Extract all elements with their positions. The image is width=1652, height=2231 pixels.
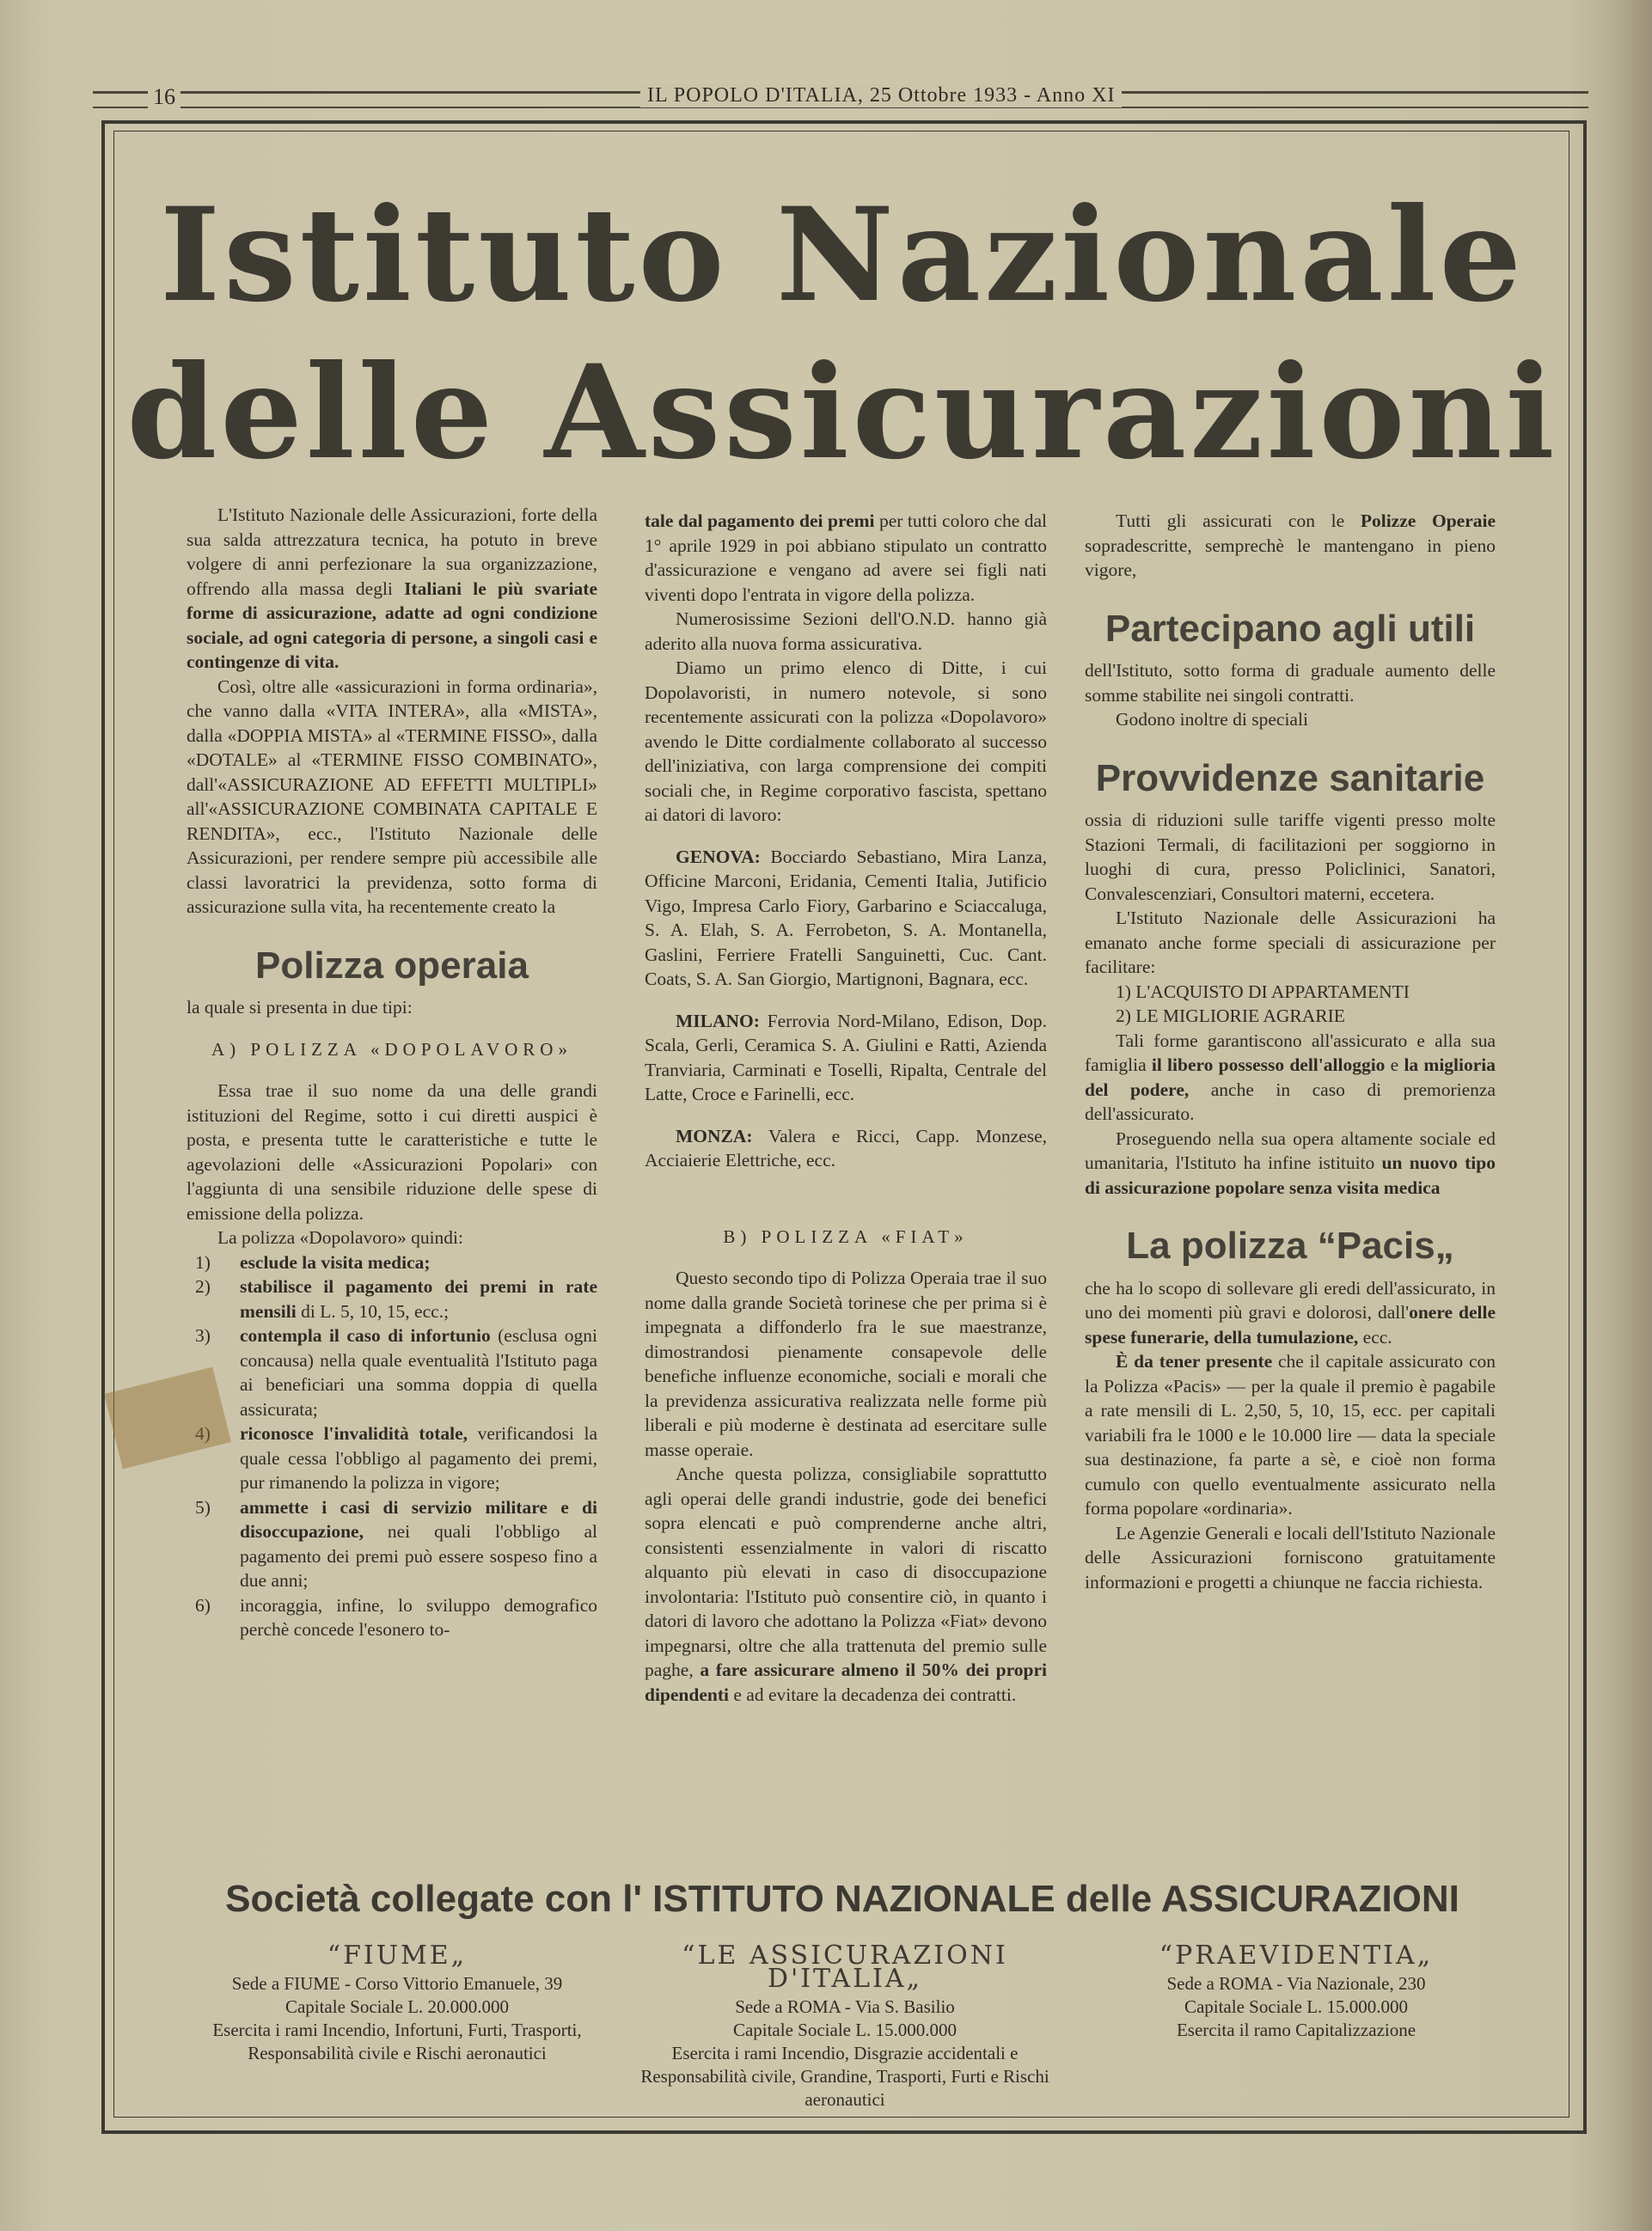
section-heading: Polizza operaia bbox=[255, 944, 529, 987]
list-item: 5) ammette i casi di servizio militare e di disoccupazione, nei quali l'obbligo al pagamento dei premi può essere sospeso fino a due anni; bbox=[195, 1496, 597, 1591]
list-item: 1) L'ACQUISTO DI APPARTAMENTI bbox=[1116, 981, 1410, 1002]
section-heading: La polizza “Pacis„ bbox=[1126, 1225, 1454, 1267]
paragraph: Godono inoltre di speciali bbox=[1116, 709, 1308, 730]
company-assicurazioni-italia bbox=[634, 1941, 1055, 2112]
paragraph: Diamo un primo elenco di Ditte, i cui Dopolavoristi, in numero notevole, si sono recentemente assicurati con la polizza «Dopolavoro» avendo le Ditte cordialmente collaborato al successo dell'iniziativa, con larga comprensione dei compiti sociali che, in Regime corporativo fascista, spettano ai datori di lavoro: bbox=[645, 657, 1047, 825]
list-item: 2) stabilisce il pagamento dei premi in rate mensili di L. 5, 10, 15, ecc.; bbox=[195, 1276, 597, 1322]
company-capital: Capitale Sociale L. 15.000.000 bbox=[732, 2020, 958, 2040]
column-1 bbox=[187, 503, 597, 1642]
company-branches: Esercita il ramo Capitalizzazione bbox=[1176, 2020, 1416, 2040]
paragraph: Anche questa polizza, consigliabile soprattutto agli operai delle grandi industrie, gode dei benefici sopra elencati e può comprenderne anche altri, consistenti essenzialmente in valori di riscatto alquanto più elevati in caso di disoccupazione involontaria: l'Istituto può consentire ciò, in quanto i datori di lavoro che adottano la Polizza «Fiat» devono impegnarsi, oltre che alla trattenuta del premio sulle paghe, a fare assicurare almeno il 50% dei propri dipendenti e ad evitare la decadenza dei contratti. bbox=[645, 1464, 1047, 1705]
paragraph: ossia di riduzioni sulle tariffe vigenti presso molte Stazioni Termali, di facilitazioni per soggiorno in luoghi di cura, presso Policlinici, Sanatori, Convalescenziari, Consultori materni, eccetera. bbox=[1085, 810, 1496, 904]
list-item: 4) riconosce l'invalidità totale, verificandosi la quale cessa l'obbligo al pagamento dei premi, pur rimanendo la polizza in vigore; bbox=[195, 1423, 597, 1493]
paragraph: Le Agenzie Generali e locali dell'Istituto Nazionale delle Assicurazioni forniscono gratuitamente informazioni e progetti a chiunque ne faccia richiesta. bbox=[1085, 1522, 1496, 1592]
headline-line-1: Istituto Nazionale bbox=[160, 180, 1525, 331]
paragraph: Proseguendo nella sua opera altamente sociale ed umanitaria, l'Istituto ha infine istituito un nuovo tipo di assicurazione popolare senza visita medica bbox=[1085, 1128, 1496, 1198]
company-name: “FIUME„ bbox=[327, 1941, 468, 1971]
company-name: “PRAEVIDENTIA„ bbox=[1159, 1941, 1434, 1971]
company-capital: Capitale Sociale L. 15.000.000 bbox=[1184, 1996, 1409, 2017]
section-heading: Partecipano agli utili bbox=[1104, 607, 1476, 650]
page-edge bbox=[1618, 0, 1652, 2231]
paragraph: Così, oltre alle «assicurazioni in forma ordinaria», che vanno dalla «VITA INTERA», alla «MISTA», dalla «DOPPIA MISTA» al «TERMINE FISSO», dalla «DOTALE» al «TERMINE FISSO COMBINATO», dall'«ASSICURAZIONE AD EFFETTI MULTIPLI» all'«ASSICURAZIONE COMBINATA CAPITALE E RENDITA», ecc., l'Istituto Nazionale delle Assicurazioni, per rendere sempre più accessibile alle classi lavoratrici la previdenza, sotto forma di assicurazione sulla vita, ha recentemente creato la bbox=[187, 675, 597, 917]
list-item: 2) LE MIGLIORIE AGRARIE bbox=[1116, 1005, 1345, 1026]
column-2 bbox=[645, 509, 1047, 1707]
column-3 bbox=[1085, 509, 1496, 1594]
city-list-milano: MILANO: Ferrovia Nord-Milano, Edison, Dop. Scala, Gerli, Ceramica S. A. Giulini e Ratti, Azienda Tranviaria, Carminati e Toselli, Ripalta, Centrale del Latte, Croce e Farinelli, ecc. bbox=[645, 1010, 1047, 1104]
paragraph: Tutti gli assicurati con le Polizze Operaie sopradescritte, semprechè le mantengano in pieno vigore, bbox=[1085, 510, 1496, 580]
masthead: IL POPOLO D'ITALIA, 25 Ottobre 1933 - Anno XI bbox=[640, 84, 1122, 107]
company-praevidentia bbox=[1081, 1941, 1511, 2042]
section-heading: Provvidenze sanitarie bbox=[1095, 756, 1485, 799]
company-sede: Sede a FIUME - Corso Vittorio Emanuele, 39 bbox=[231, 1973, 563, 1994]
paragraph: Questo secondo tipo di Polizza Operaia trae il suo nome dalla grande Società torinese che per prima si è impegnata a diffonderlo fra le sue maestranze, dimostrandosi pienamente consapevole delle benefiche influenze economiche, sociali e morali che la previdenza assicurativa realizzata nelle forme più liberali e più moderne è destinata ad esercitare sulle masse operaie. bbox=[645, 1268, 1047, 1460]
company-branches: Esercita i rami Incendio, Disgrazie accidentali e Responsabilità civile, Grandine, Trasporti, Furti e Rischi aeronautici bbox=[640, 2043, 1049, 2110]
paragraph bbox=[187, 503, 597, 675]
paragraph: Essa trae il suo nome da una delle grandi istituzioni del Regime, sotto i cui diretti auspici è posta, e presenta tutte le caratteristiche e tutte le agevolazioni delle «Assicurazioni Popolari» con l'aggiunta di una sensibile riduzione delle spese di emissione della polizza. bbox=[187, 1080, 597, 1224]
affiliated-companies-title: Società collegate con l' ISTITUTO NAZIONALE delle ASSICURAZIONI bbox=[225, 1878, 1459, 1920]
list-item: 6) incoraggia, infine, lo sviluppo demografico perchè concede l'esonero to- bbox=[195, 1594, 597, 1640]
paragraph: Tali forme garantiscono all'assicurato e alla sua famiglia il libero possesso dell'alloggio e la miglioria del podere, anche in caso di premorienza dell'assicurato. bbox=[1085, 1030, 1496, 1124]
company-fiume bbox=[182, 1941, 612, 2065]
list-item: 3) contempla il caso di infortunio (esclusa ogni concausa) nella quale eventualità l'Istituto paga ai beneficiari una somma doppia di quella assicurata; bbox=[195, 1325, 598, 1420]
text: L'Istituto Nazionale delle Assicurazioni, forte della sua salda attrezzatura tecnica, ha potuto in breve volgere di anni perfezionare la sua organizzazione, offrendo alla massa degli bbox=[187, 504, 597, 599]
company-sede: Sede a ROMA - Via S. Basilio bbox=[735, 1996, 955, 2017]
paragraph: L'Istituto Nazionale delle Assicurazioni ha emanato anche forme speciali di assicurazione per facilitare: bbox=[1085, 908, 1496, 977]
list-item: 1) esclude la visita medica; bbox=[195, 1251, 431, 1273]
subheading: A) POLIZZA «DOPOLAVORO» bbox=[211, 1038, 572, 1060]
paragraph: La polizza «Dopolavoro» quindi: bbox=[217, 1227, 463, 1248]
paragraph: tale dal pagamento dei premi per tutti coloro che dal 1° aprile 1929 in poi abbiano stipulato un contratto d'assicurazione e vengano ad avere sei figli nati viventi dopo l'entrata in vigore della polizza. bbox=[645, 510, 1047, 605]
page-number: 16 bbox=[148, 84, 180, 110]
bold-text: Italiani le più svariate forme di assicurazione, adatte ad ogni condizione sociale, ad ogni categoria di persone, a singoli casi e contingenze di vita. bbox=[187, 578, 597, 672]
company-name: “LE ASSICURAZIONI D'ITALIA„ bbox=[682, 1941, 1008, 1994]
city-list-monza: MONZA: Valera e Ricci, Capp. Monzese, Acciaierie Elettriche, ecc. bbox=[645, 1125, 1047, 1171]
headline-line-2: delle Assicurazioni bbox=[126, 337, 1558, 488]
city-list-genova: GENOVA: Bocciardo Sebastiano, Mira Lanza, Officine Marconi, Eridania, Cementi Italia, Jutificio Vigo, Impresa Carlo Fiory, Garbarino e Sciaccaluga, S. A. Elah, S. A. Ferrobeton, S. A. Montanella, Gaslini, Ferriere Fratelli Sanguinetti, Cuc. Cant. Coats, S. A. San Giorgio, Martignoni, Bagnara, ecc. bbox=[645, 846, 1047, 989]
paragraph: Numerosissime Sezioni dell'O.N.D. hanno già aderito alla nuova forma assicurativa. bbox=[645, 608, 1047, 654]
paragraph: la quale si presenta in due tipi: bbox=[187, 997, 413, 1018]
paragraph: È da tener presente che il capitale assicurato con la Polizza «Pacis» — per la quale il premio è pagabile a rate mensili di L. 2,50, 5, 10, 15, ecc. per capitali variabili fra le 1000 e le 10.000 lire — data la speciale sua destinazione, fa parte a sè, e cioè non forma cumulo con quello eventualmente assicurato nella forma popolare «ordinaria». bbox=[1085, 1351, 1496, 1519]
company-sede: Sede a ROMA - Via Nazionale, 230 bbox=[1166, 1973, 1426, 1994]
paragraph: che ha lo scopo di sollevare gli eredi dell'assicurato, in uno dei momenti più gravi e dolorosi, dall'onere delle spese funerarie, della tumulazione, ecc. bbox=[1085, 1277, 1496, 1348]
paragraph: dell'Istituto, sotto forma di graduale aumento delle somme stabilite nei singoli contratti. bbox=[1085, 660, 1496, 706]
company-branches: Esercita i rami Incendio, Infortuni, Furti, Trasporti, Responsabilità civile e Rischi aeronautici bbox=[212, 2020, 582, 2063]
company-capital: Capitale Sociale L. 20.000.000 bbox=[285, 1996, 510, 2017]
subheading: B) POLIZZA «FIAT» bbox=[723, 1226, 969, 1247]
feature-list bbox=[187, 1250, 597, 1642]
